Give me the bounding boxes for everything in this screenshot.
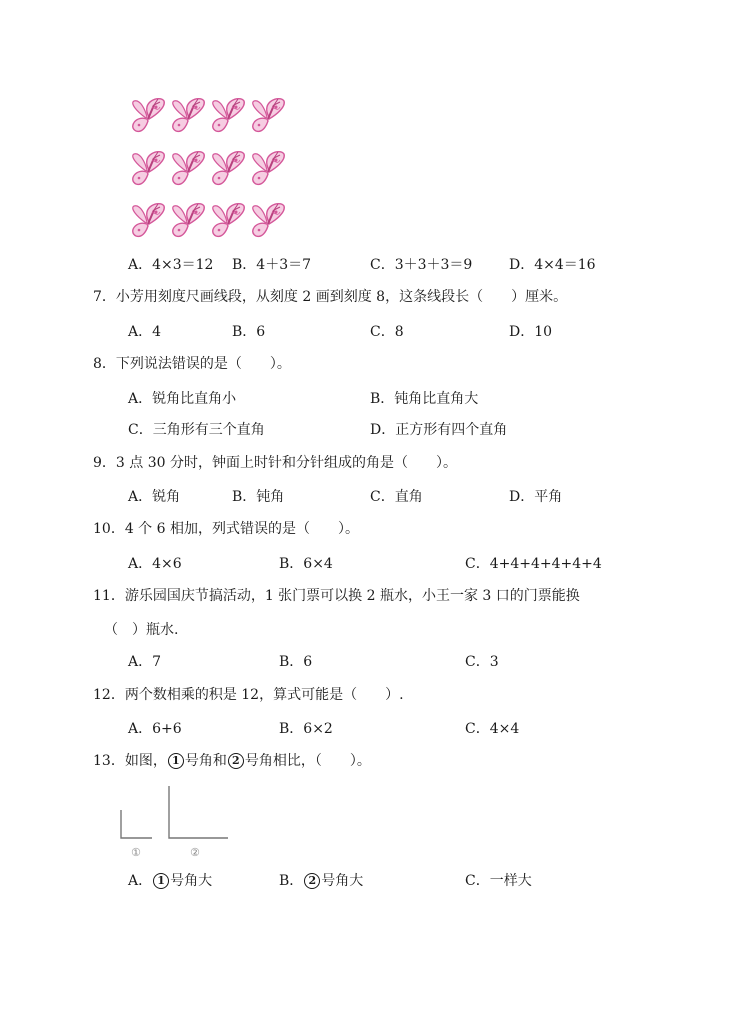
q7-option-b[interactable]: B．6	[232, 324, 266, 340]
q11-option-b[interactable]: B．6	[279, 654, 313, 670]
butterfly-icon	[133, 99, 165, 132]
q11-question-cont: （ ）瓶水.	[104, 622, 179, 638]
angle-2-mark: 2	[228, 753, 244, 769]
butterfly-illustration	[128, 95, 293, 243]
butterfly-icon	[133, 152, 165, 185]
butterfly-icon	[213, 152, 245, 185]
q8-option-d[interactable]: D．正方形有四个直角	[370, 422, 508, 438]
q9-option-a[interactable]: A．锐角	[128, 489, 181, 505]
q7-option-d[interactable]: D．10	[509, 324, 553, 340]
butterfly-icon	[173, 99, 205, 132]
butterfly-icon	[213, 204, 245, 237]
butterfly-row-1	[133, 99, 285, 132]
angle-1-shape	[121, 810, 152, 838]
q6-option-b[interactable]: B．4＋3＝7	[232, 257, 312, 273]
butterfly-icon	[253, 99, 285, 132]
angle-1-mark: 1	[153, 873, 169, 889]
angle-1-mark: 1	[168, 753, 184, 769]
q7-option-c[interactable]: C．8	[370, 324, 404, 340]
butterfly-icon	[173, 204, 205, 237]
angle-2-label: ②	[190, 846, 200, 859]
q11-option-a[interactable]: A．7	[128, 654, 162, 670]
q11-question: 11．游乐园国庆节搞活动，1 张门票可以换 2 瓶水，小王一家 3 口的门票能换	[93, 588, 580, 604]
q6-option-a[interactable]: A．4×3＝12	[128, 257, 214, 273]
q13-option-c[interactable]: C．一样大	[465, 873, 532, 889]
angle-1-label: ①	[131, 846, 141, 859]
butterfly-icon	[173, 152, 205, 185]
q9-option-c[interactable]: C．直角	[370, 489, 423, 505]
butterfly-row-3	[133, 204, 285, 237]
butterfly-row-2	[133, 152, 285, 185]
q12-question: 12．两个数相乘的积是 12，算式可能是（ ）.	[93, 687, 404, 703]
q10-option-c[interactable]: C．4+4+4+4+4+4	[465, 556, 602, 572]
butterfly-icon	[253, 152, 285, 185]
q8-option-c[interactable]: C．三角形有三个直角	[128, 422, 265, 438]
q8-question: 8．下列说法错误的是（ ）。	[93, 356, 291, 372]
q10-option-a[interactable]: A．4×6	[128, 556, 182, 572]
q10-question: 10．4 个 6 相加，列式错误的是（ ）。	[93, 521, 359, 537]
angle-2-shape	[169, 786, 228, 838]
q7-option-a[interactable]: A．4	[128, 324, 162, 340]
q7-question: 7．小芳用刻度尺画线段，从刻度 2 画到刻度 8，这条线段长（ ）厘米。	[93, 289, 568, 305]
q6-option-d[interactable]: D．4×4＝16	[509, 257, 596, 273]
q13-option-b[interactable]: B． 2 号角大	[279, 873, 364, 889]
butterfly-icon	[213, 99, 245, 132]
q6-option-c[interactable]: C．3＋3＋3＝9	[370, 257, 473, 273]
q8-option-b[interactable]: B．钝角比直角大	[370, 391, 479, 407]
angles-figure	[110, 782, 240, 862]
q13-option-a[interactable]: A． 1 号角大	[128, 873, 213, 889]
q9-option-d[interactable]: D．平角	[509, 489, 563, 505]
butterfly-icon	[133, 204, 165, 237]
q13-question: 13．如图， 1 号角和 2 号角相比，（ ）。	[93, 753, 371, 769]
butterfly-icon	[253, 204, 285, 237]
q8-option-a[interactable]: A．锐角比直角小	[128, 391, 237, 407]
q10-option-b[interactable]: B．6×4	[279, 556, 333, 572]
q12-option-c[interactable]: C．4×4	[465, 721, 520, 737]
q9-question: 9．3 点 30 分时，钟面上时针和分针组成的角是（ ）。	[93, 455, 457, 471]
angle-2-mark: 2	[304, 873, 320, 889]
q12-option-a[interactable]: A．6+6	[128, 721, 182, 737]
q11-option-c[interactable]: C．3	[465, 654, 499, 670]
q9-option-b[interactable]: B．钝角	[232, 489, 285, 505]
q12-option-b[interactable]: B．6×2	[279, 721, 333, 737]
